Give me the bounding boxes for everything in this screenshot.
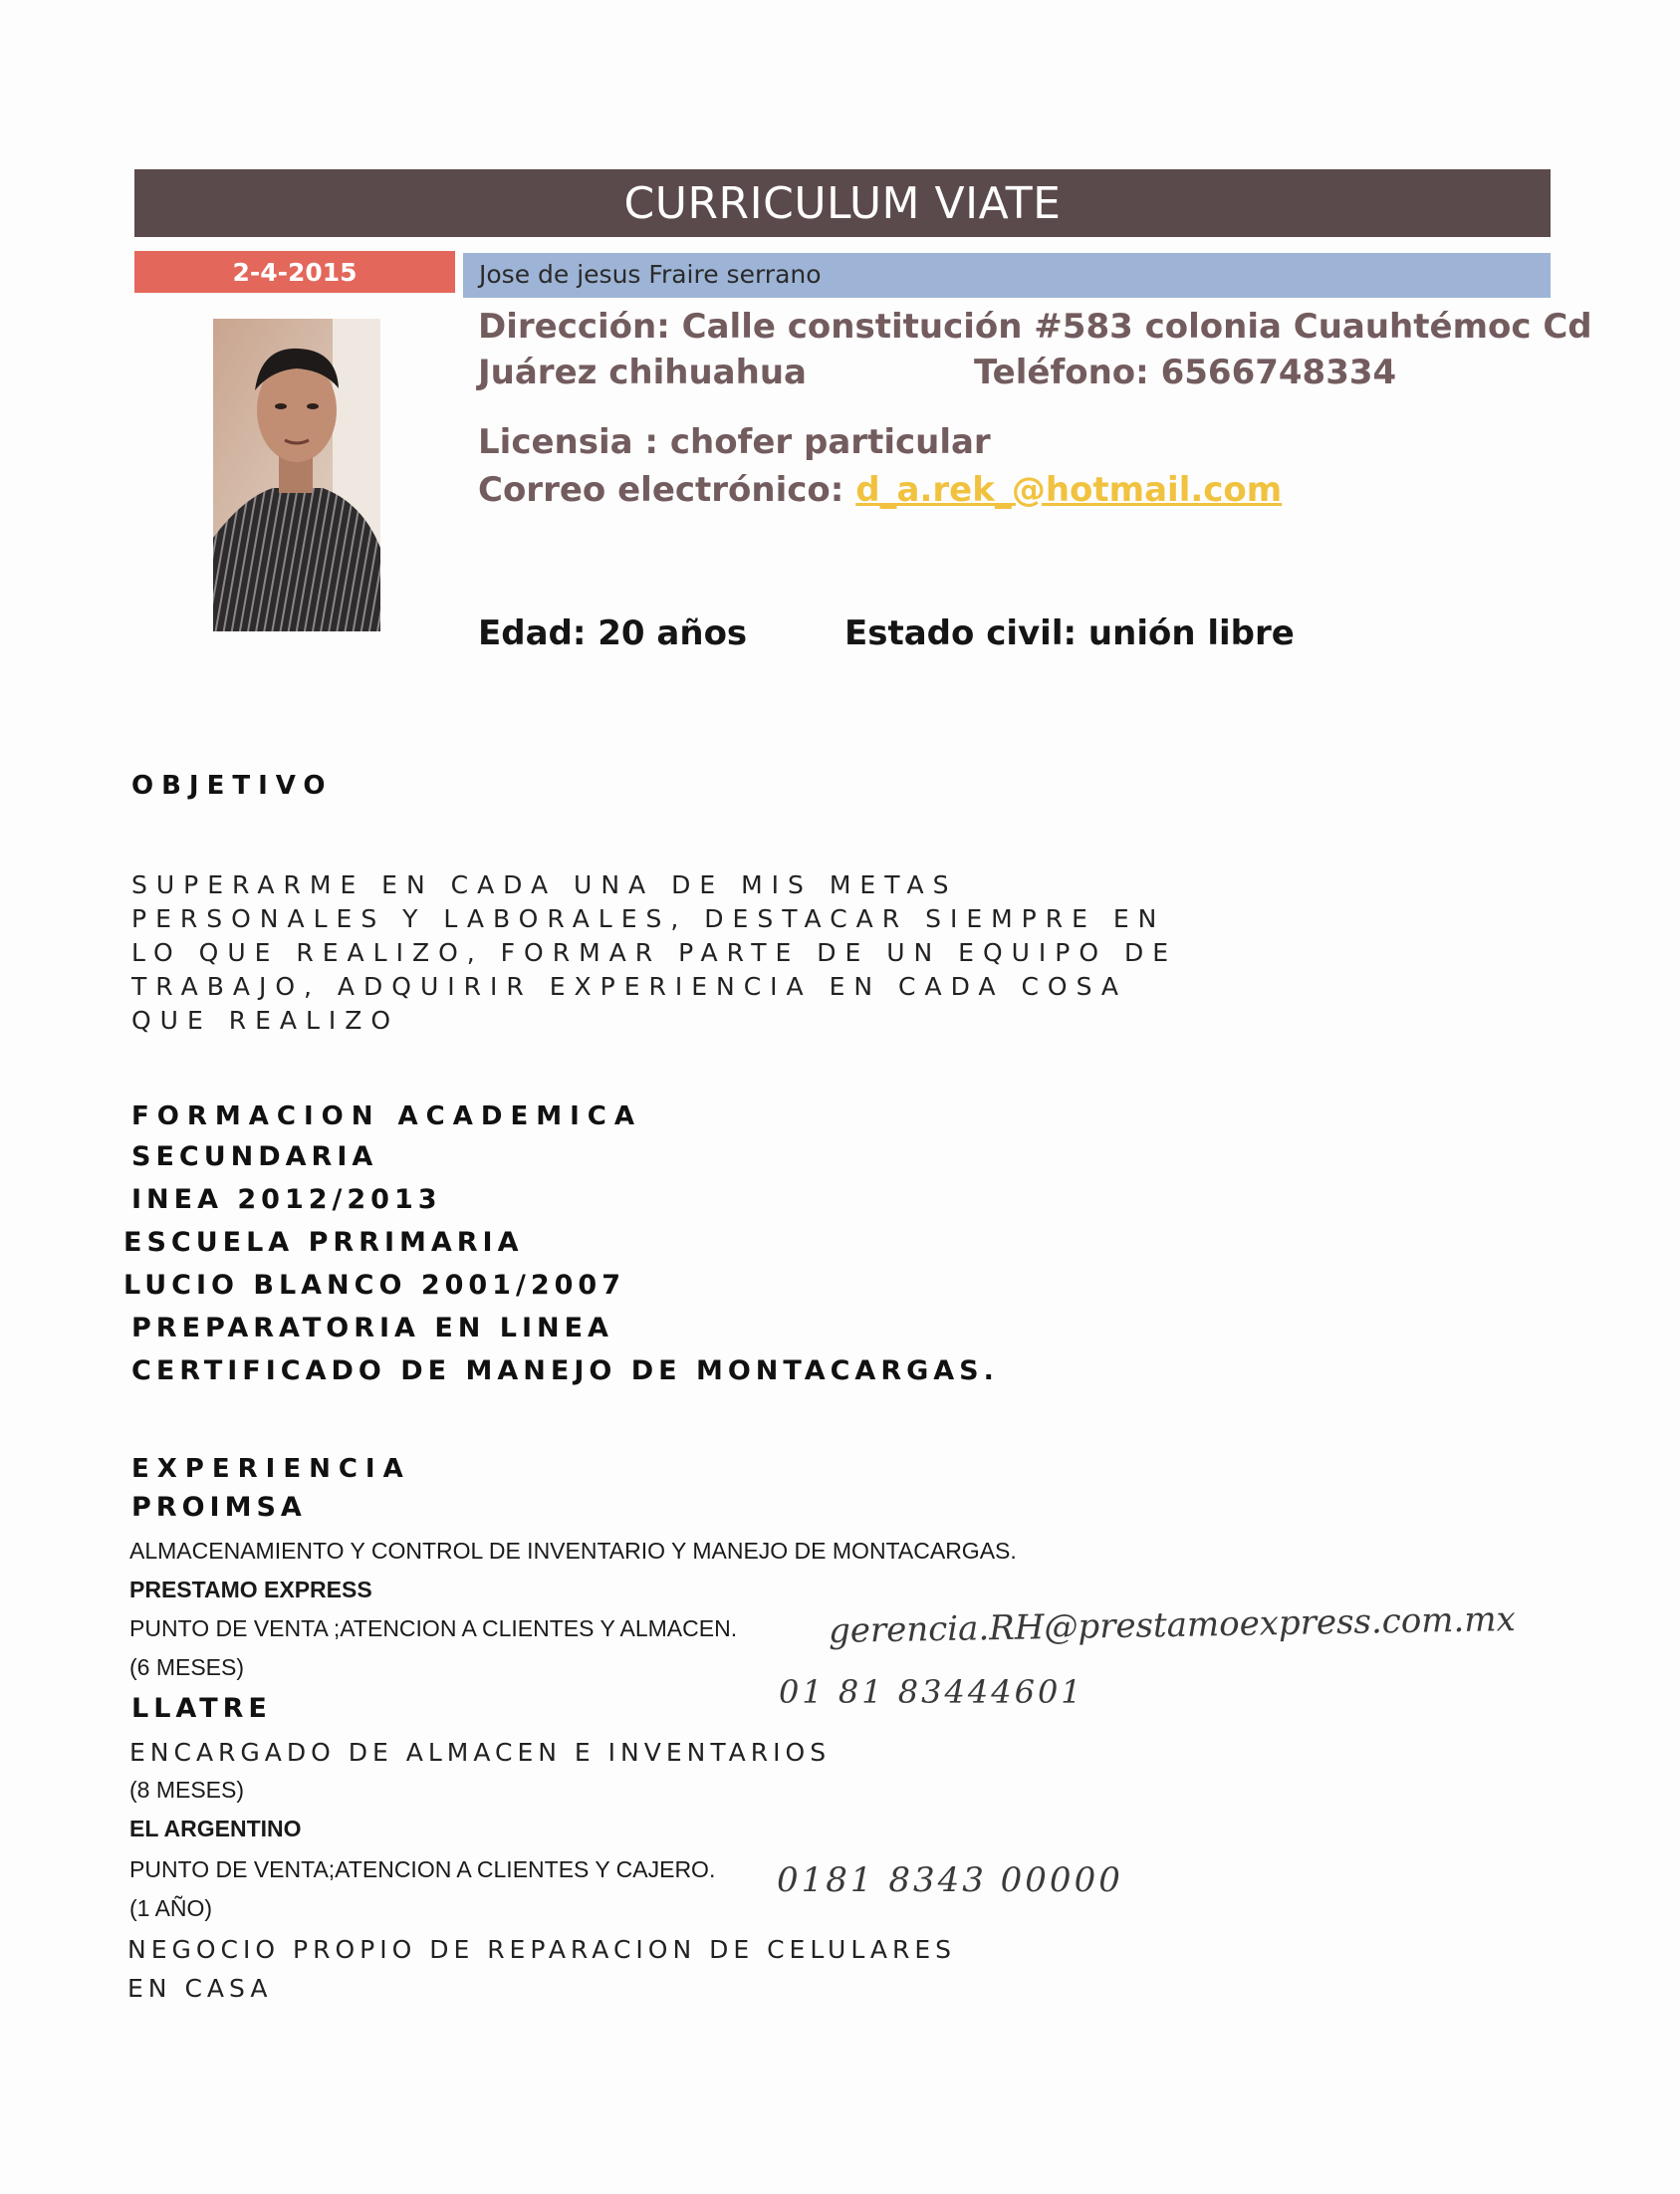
education-item: ESCUELA PRRIMARIA bbox=[123, 1227, 524, 1258]
civil-status: Estado civil: unión libre bbox=[844, 613, 1295, 653]
address-line-2: Juárez chihuahua bbox=[478, 353, 807, 392]
email-row bbox=[478, 470, 1282, 510]
own-business-line: EN CASA bbox=[127, 1974, 273, 2003]
company-llatre: LLATRE bbox=[131, 1693, 272, 1724]
objective-line: TRABAJO, ADQUIRIR EXPERIENCIA EN CADA COSA bbox=[131, 972, 1128, 1001]
candidate-name: Jose de jesus Fraire serrano bbox=[479, 260, 822, 289]
email-link[interactable]: d_a.rek_@hotmail.com bbox=[855, 470, 1283, 510]
age: Edad: 20 años bbox=[478, 613, 748, 653]
portrait-image bbox=[213, 319, 380, 631]
company-proimsa: PROIMSA bbox=[131, 1492, 307, 1523]
education-item: LUCIO BLANCO 2001/2007 bbox=[123, 1270, 625, 1301]
cv-date: 2-4-2015 bbox=[232, 258, 358, 287]
own-business-line: NEGOCIO PROPIO DE REPARACION DE CELULARES bbox=[127, 1935, 956, 1964]
company-duration: (8 MESES) bbox=[129, 1777, 245, 1803]
education-item: CERTIFICADO DE MANEJO DE MONTACARGAS. bbox=[131, 1355, 999, 1386]
cv-title: CURRICULUM VIATE bbox=[623, 178, 1062, 229]
experience-heading: EXPERIENCIA bbox=[131, 1454, 411, 1484]
objective-line: LO QUE REALIZO, FORMAR PARTE DE UN EQUIPO DE bbox=[131, 938, 1178, 967]
company-duration: (6 MESES) bbox=[129, 1654, 245, 1680]
objective-line: QUE REALIZO bbox=[131, 1006, 400, 1035]
company-description: ALMACENAMIENTO Y CONTROL DE INVENTARIO Y MANEJO DE MONTACARGAS. bbox=[129, 1538, 1017, 1564]
email-label: Correo electrónico: bbox=[478, 470, 856, 510]
company-prestamo-express: PRESTAMO EXPRESS bbox=[129, 1577, 372, 1602]
objective-heading: OBJETIVO bbox=[131, 771, 334, 801]
date-badge bbox=[134, 251, 455, 293]
handwritten-phone-note: 01 81 83444601 bbox=[779, 1673, 1084, 1711]
handwritten-phone-note: 0181 8343 00000 bbox=[777, 1860, 1123, 1900]
name-bar bbox=[463, 253, 1551, 298]
education-item: PREPARATORIA EN LINEA bbox=[131, 1313, 613, 1343]
handwritten-email-note: gerencia.RH@prestamoexpress.com.mx bbox=[828, 1598, 1517, 1652]
company-description: ENCARGADO DE ALMACEN E INVENTARIOS bbox=[129, 1738, 832, 1767]
company-description: PUNTO DE VENTA;ATENCION A CLIENTES Y CAJERO. bbox=[129, 1856, 716, 1882]
address-line-1: Dirección: Calle constitución #583 colonia Cuauhtémoc Cd bbox=[478, 307, 1592, 347]
education-heading: FORMACION ACADEMICA bbox=[131, 1101, 642, 1131]
cv-title-bar bbox=[134, 169, 1551, 237]
company-duration: (1 AÑO) bbox=[129, 1895, 213, 1921]
objective-line: PERSONALES Y LABORALES, DESTACAR SIEMPRE EN bbox=[131, 904, 1166, 933]
license: Licensia : chofer particular bbox=[478, 422, 991, 462]
company-el-argentino: EL ARGENTINO bbox=[129, 1816, 302, 1841]
candidate-photo bbox=[213, 319, 380, 631]
education-item: SECUNDARIA bbox=[131, 1141, 378, 1172]
phone: Teléfono: 6566748334 bbox=[974, 353, 1397, 392]
company-description: PUNTO DE VENTA ;ATENCION A CLIENTES Y ALMACEN. bbox=[129, 1615, 738, 1641]
objective-line: SUPERARME EN CADA UNA DE MIS METAS bbox=[131, 870, 958, 899]
education-item: INEA 2012/2013 bbox=[131, 1184, 442, 1215]
